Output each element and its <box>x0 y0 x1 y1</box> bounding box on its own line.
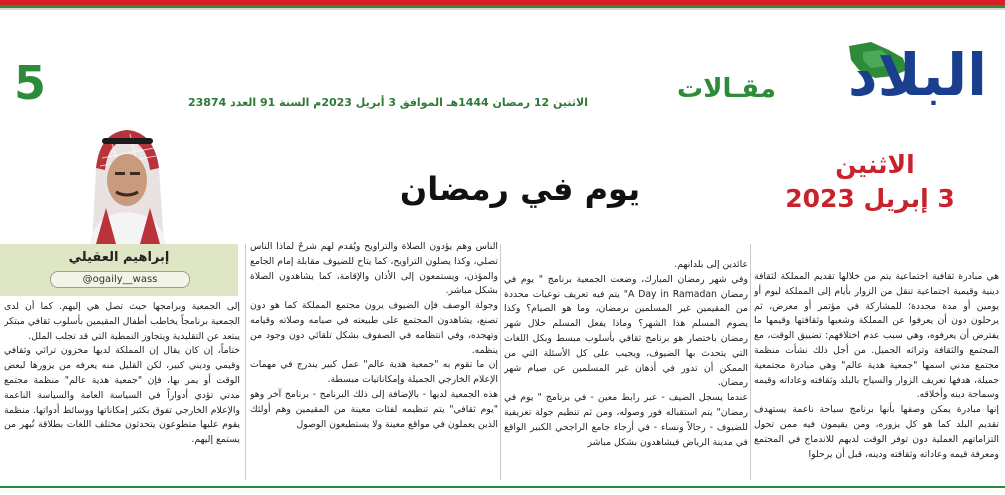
paragraph: إنها مبادرة يمكن وصفها بأنها برنامج سياحة ناعمة يستهدف تقديم البلد كما هو كل يزوره، ومن يقيمون فيه ممن تحول التزاماتهم العملية دون توفر الوقت لديهم للاندماج في المجتمع ومعرفة قيمه وعاداته وثقافته ودينه، قبل أن يرحلوا <box>754 404 999 460</box>
column-divider <box>500 244 501 480</box>
paragraph: عائدين إلى بلدانهم. <box>674 259 748 270</box>
author-photo <box>80 118 175 244</box>
article-headline: يوم في رمضان <box>399 170 641 208</box>
author-name: إبراهيم العقيلي <box>68 250 170 265</box>
page-number: 5 <box>14 56 47 110</box>
column-divider <box>245 244 246 480</box>
grey-band <box>0 8 1005 10</box>
paragraph: الناس وهم يؤدون الصلاة والتراويح ويُقدم لهم شرحٌ لماذا الناس تصلي، وكذا يصلون التراويح، كما يتاح للضيوف مقابلة إمام الجامع والمؤذن، ويستمعون إلى الأذان والإقامة، كما يشاهدون الصلاة بشكل مباشر. <box>250 241 498 297</box>
paragraph: هي مبادرة ثقافية اجتماعية يتم من خلالها تقديم المملكة لثقافة دينية وقيمية اجتماعية تنقل من الزوار بأيام إلى المملكة ليوم أو يومين أو مدة محددة؛ للمشاركة في مؤتمر أو معرض، ثم يرحلون دون أن يعرفوا عن المملكة وشعبها وثقافتها وقيمها ما يفترض أن يعرفوه، وهي سبب عدم اختلافهم: تضييق الوقت، مع المجتمع والثقافة وتراثه الجميل. من أجل ذلك نشأت منظمة مجتمع مدني اسمها "جمعية هدية عالم" وهي مبادرة مجتمعية جميلة، هدفها تعريف الزوار والسياح بالبلد وثقافته وعاداته وقيمه وسماحة دينه وأخلاقه. <box>754 271 999 401</box>
issue-dateline: الاثنين 12 رمضان 1444هـ الموافق 3 أبريل 2023م السنة 91 العدد 23874 <box>187 96 588 109</box>
paragraph: وفي شهر رمضان المبارك، وضعت الجمعية برنامج " يوم في رمضان A Day in Ramadan" يتم فيه تعريف نوعيات محددة من المقيمين غير المسلمين برمضان، وما هو الصيام؟ وكذا يصوم المسلم هذا الشهر؟ وماذا يفعل المسلم خلال شهر رمضان باختصار هو برنامج ثقافي بأسلوب مبسط وبكل اللغات التي يتحدث بها الضيوف، ويجيب على كل الأسئلة التي من الممكن أن تدور في أذهان غير المسلمين عن صيام شهر رمضان. <box>504 273 748 389</box>
paragraph: إن ما تقوم به "جمعية هدية عالم" عمل كبير يندرج في مهمات الإعلام الخارجي الجميلة وإمكاناتيات مبسطة. <box>250 359 498 386</box>
logo-wordmark: البلاد <box>847 41 987 109</box>
paragraph: إلى الجمعية وبرامجها حيث تصل هي إليهم. كما أن لدى الجمعية برنامجاً يخاطب أطفال المقيمين بأسلوب ثقافي مبتكر يبتعد عن التقليدية ويتجاوز النمطية التي قد تجلب الملل. <box>4 301 240 342</box>
section-title: مقـالات <box>677 74 776 104</box>
paragraph: ختاماً، إن كان يقال إن المملكة لديها مخزون تراثي وثقافي وقيمي وديني كبير، لكن القليل منه يعرفه من يزورها لبعض الوقت أو يمر بها، فإن "جمعية هدية عالم" منظمة مجتمع مدني تؤدي أدواراً في السياسة العامة والسياسة الناعمة والإعلام الخارجي تفوق بكثير إمكاناتها ووسائط أدواتها. منظمة يقوم عليها متطوعون يتحدثون مختلف اللغات بطلاقة تُبهر من يستمع إليهم. <box>4 345 240 446</box>
newspaper-logo <box>797 40 993 130</box>
paragraph: هذه الجمعية لديها - بالإضافة إلى ذلك البرنامج - برنامج آخر وهو "يوم ثقافي" يتم تنظيمه لفئات معينة من المقيمين وهم أولئك الذين يعملون في مواقع معينة ولا يستطيعون الوصول <box>250 388 498 430</box>
article-column-1 <box>754 270 999 495</box>
column-divider <box>750 244 751 480</box>
article-column-4 <box>4 300 240 486</box>
article-column-3 <box>250 240 498 468</box>
article-column-2 <box>504 258 748 488</box>
paragraph: عندما يسجل الضيف - عبر رابط معين - في برنامج " يوم في رمضان" يتم استقباله فور وصوله، ومن ثم تنظيم جولة تعريفية للضيوف - رجالاً ونساء - في أرجاء جامع الراجحي الكبير الواقع في مدينة الرياض فيشاهدون بشكل مباشر <box>504 392 748 448</box>
date-full: 3 إبريل 2023 <box>785 184 955 213</box>
author-handle[interactable]: @ogaily__wass <box>50 271 190 288</box>
top-color-stripe <box>0 0 1005 10</box>
date-day: الاثنين <box>835 150 915 179</box>
paragraph: وجولة الوصف فإن الضيوف يرون مجتمع المملكة كما هو دون تصنع، يشاهدون المجتمع على طبيعته في صيامه وصلاته وقيامه وتهجده، وفي انتظامه في الصفوف بشكل تلقائي دون وجود من ينظمه. <box>250 300 498 356</box>
bottom-rule <box>0 486 1005 488</box>
